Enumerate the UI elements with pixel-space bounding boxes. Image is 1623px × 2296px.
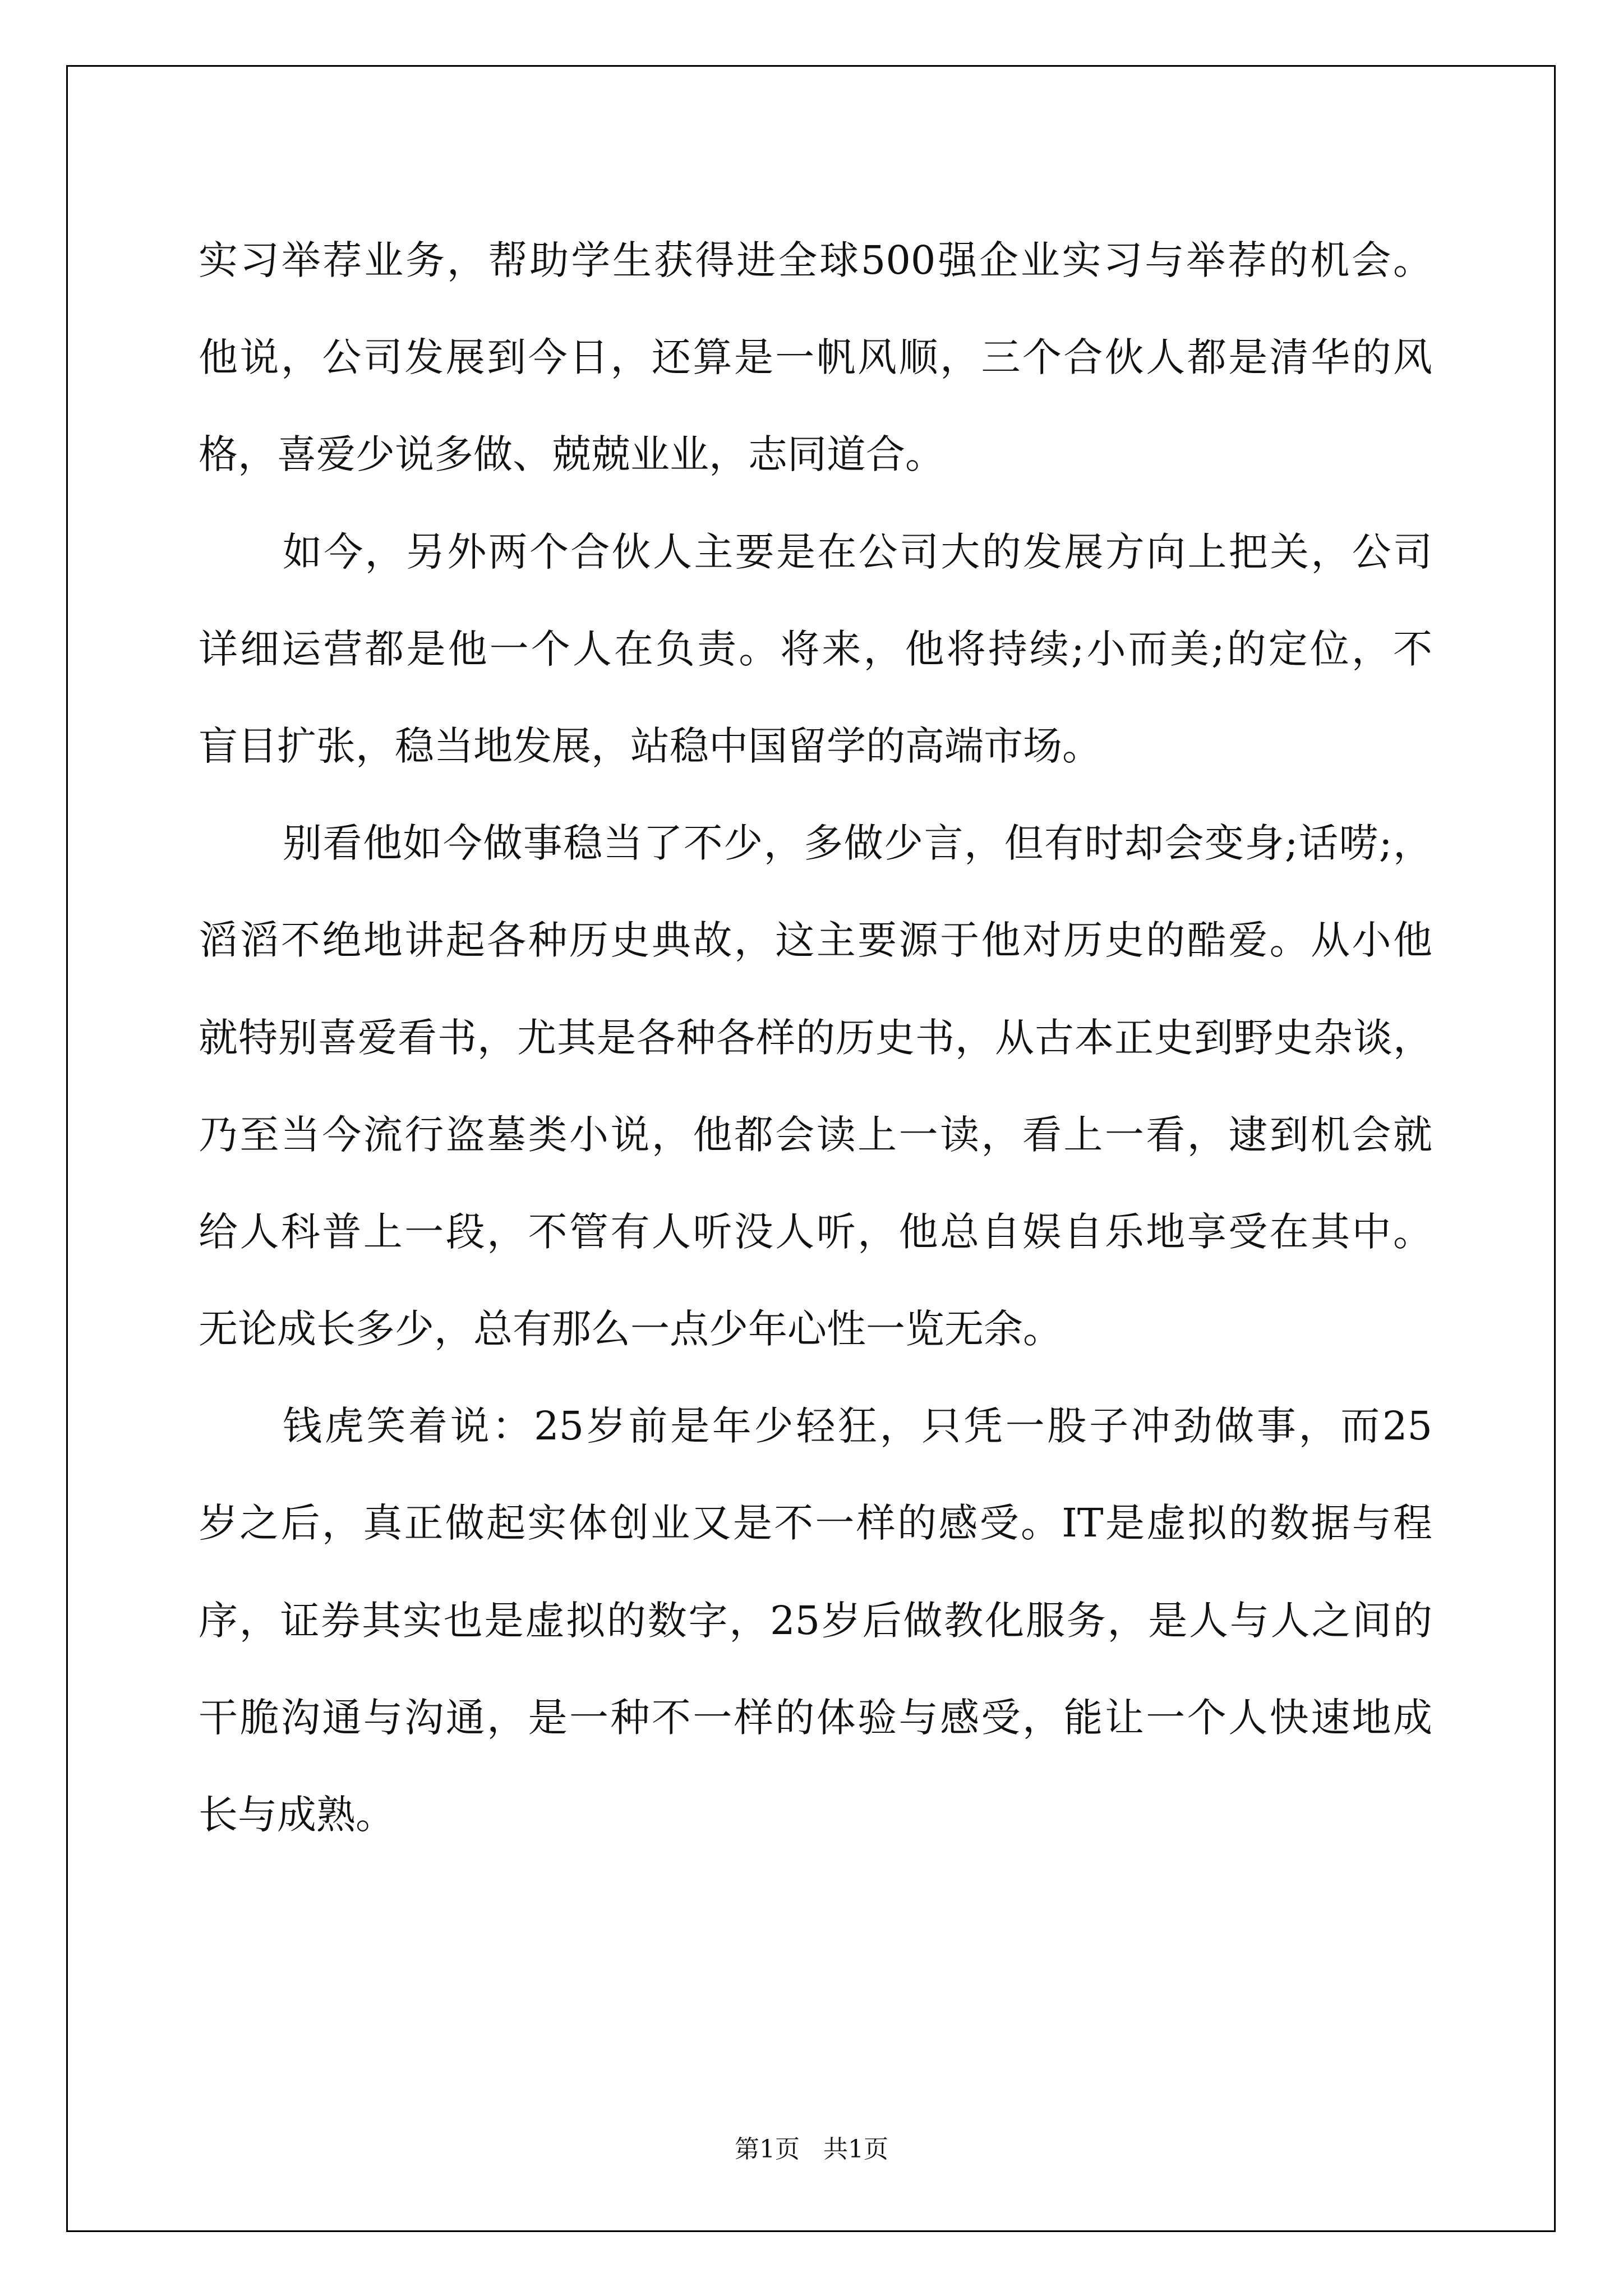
text-line-6: 盲目扩张，稳当地发展，站稳中国留学的高端市场。 (199, 723, 1101, 769)
text-line-1: 实习举荐业务，帮助学生获得进全球500强企业实习与举荐的机会。 (199, 237, 1432, 283)
text-line-10: 乃至当今流行盗墓类小说，他都会读上一读，看上一看，逮到机会就 (199, 1111, 1432, 1158)
text-line-5: 详细运营都是他一个人在负责。将来，他将持续;小而美;的定位，不 (199, 625, 1432, 672)
text-line-11: 给人科普上一段，不管有人听没人听，他总自娱自乐地享受在其中。 (199, 1208, 1432, 1255)
text-line-14: 岁之后，真正做起实体创业又是不一样的感受。IT是虚拟的数据与程 (199, 1500, 1432, 1547)
page-number: 第1页 (735, 2135, 800, 2164)
document-body (199, 212, 1432, 1864)
text-line-13: 钱虎笑着说：25岁前是年少轻狂，只凭一股子冲劲做事，而25 (283, 1403, 1432, 1450)
text-line-3: 格，喜爱少说多做、兢兢业业，志同道合。 (199, 431, 944, 478)
page-total: 共1页 (823, 2135, 888, 2164)
text-line-4: 如今，另外两个合伙人主要是在公司大的发展方向上把关，公司 (283, 528, 1432, 575)
text-line-9: 就特别喜爱看书，尤其是各种各样的历史书，从古本正史到野史杂谈， (199, 1014, 1432, 1061)
text-line-7: 别看他如今做事稳当了不少，多做少言，但有时却会变身;话唠;， (283, 820, 1432, 867)
text-line-17: 长与成熟。 (199, 1792, 395, 1838)
text-line-16: 干脆沟通与沟通，是一种不一样的体验与感受，能让一个人快速地成 (199, 1694, 1432, 1741)
text-line-2: 他说，公司发展到今日，还算是一帆风顺，三个合伙人都是清华的风 (199, 334, 1432, 381)
text-line-8: 滔滔不绝地讲起各种历史典故，这主要源于他对历史的酷爱。从小他 (199, 917, 1432, 964)
text-line-15: 序，证券其实也是虚拟的数字，25岁后做教化服务，是人与人之间的 (199, 1597, 1432, 1644)
text-line-12: 无论成长多少，总有那么一点少年心性一览无余。 (199, 1306, 1062, 1352)
page-footer (0, 2129, 1623, 2165)
